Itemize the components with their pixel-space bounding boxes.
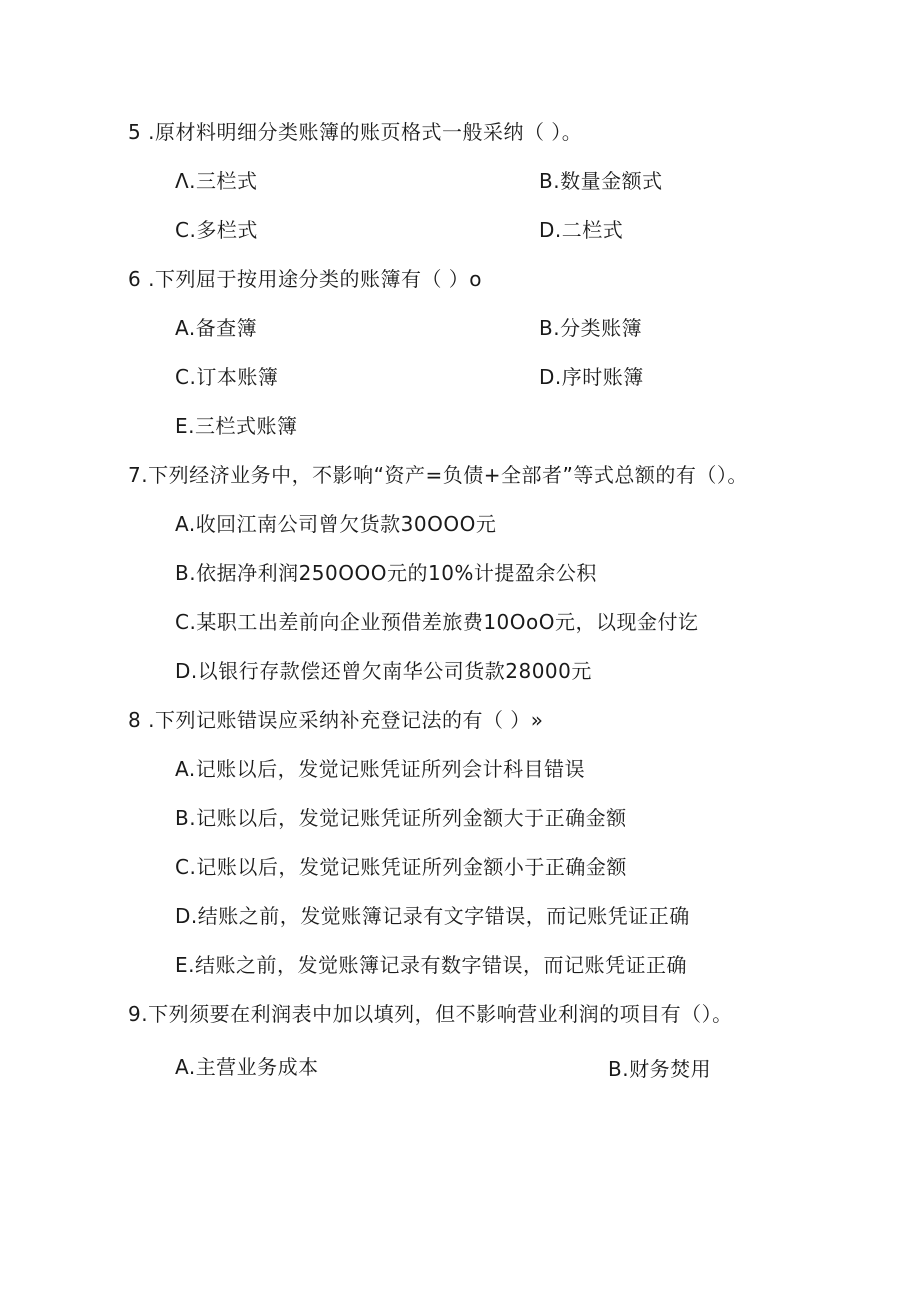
question-6-option-b: B.分类账簿 <box>539 316 643 340</box>
question-5-option-a: Λ.三栏式 <box>175 169 258 193</box>
question-7-option-a: A.收回江南公司曾欠货款30OOO元 <box>175 512 497 536</box>
question-7-option-c: C.某职工出差前向企业预借差旅费10OoO元，以现金付讫 <box>175 610 699 634</box>
question-6-option-a: A.备查簿 <box>175 316 258 340</box>
question-8-option-d: D.结账之前，发觉账簿记录有文字错误，而记账凭证正确 <box>175 904 690 928</box>
question-6-option-e: E.三栏式账簿 <box>175 414 298 438</box>
question-8-option-e: E.结账之前，发觉账簿记录有数字错误，而记账凭证正确 <box>175 953 687 977</box>
question-7-option-b: B.依据净利润250OOO元的10%计提盈余公积 <box>175 561 597 585</box>
question-6-option-d: D.序时账簿 <box>539 365 644 389</box>
question-9-option-a: A.主营业务成本 <box>175 1055 319 1079</box>
question-5-option-d: D.二栏式 <box>539 218 624 242</box>
question-7-stem: 7.下列经济业务中，不影响“资产=负债+全部者”等式总额的有（）。 <box>128 463 748 487</box>
question-8-option-b: B.记账以后，发觉记账凭证所列金额大于正确金额 <box>175 806 627 830</box>
question-8-option-c: C.记账以后，发觉记账凭证所列金额小于正确金额 <box>175 855 627 879</box>
question-5-option-c: C.多栏式 <box>175 218 258 242</box>
question-5-option-b: B.数量金额式 <box>539 169 663 193</box>
question-8-stem: 8 .下列记账错误应采纳补充登记法的有（ ）» <box>128 708 544 732</box>
question-9-stem: 9.下列须要在利润表中加以填列，但不影响营业利润的项目有（）。 <box>128 1002 733 1026</box>
question-8-option-a: A.记账以后，发觉记账凭证所列会计科目错误 <box>175 757 586 781</box>
question-7-option-d: D.以银行存款偿还曾欠南华公司货款28000元 <box>175 659 592 683</box>
question-5-stem: 5 .原材料明细分类账簿的账页格式一般采纳（ ）。 <box>128 120 583 144</box>
question-9-option-b: B.财务焚用 <box>608 1057 712 1081</box>
question-6-stem: 6 .下列屈于按用途分类的账簿有（ ）o <box>128 267 483 291</box>
question-6-option-c: C.订本账簿 <box>175 365 279 389</box>
